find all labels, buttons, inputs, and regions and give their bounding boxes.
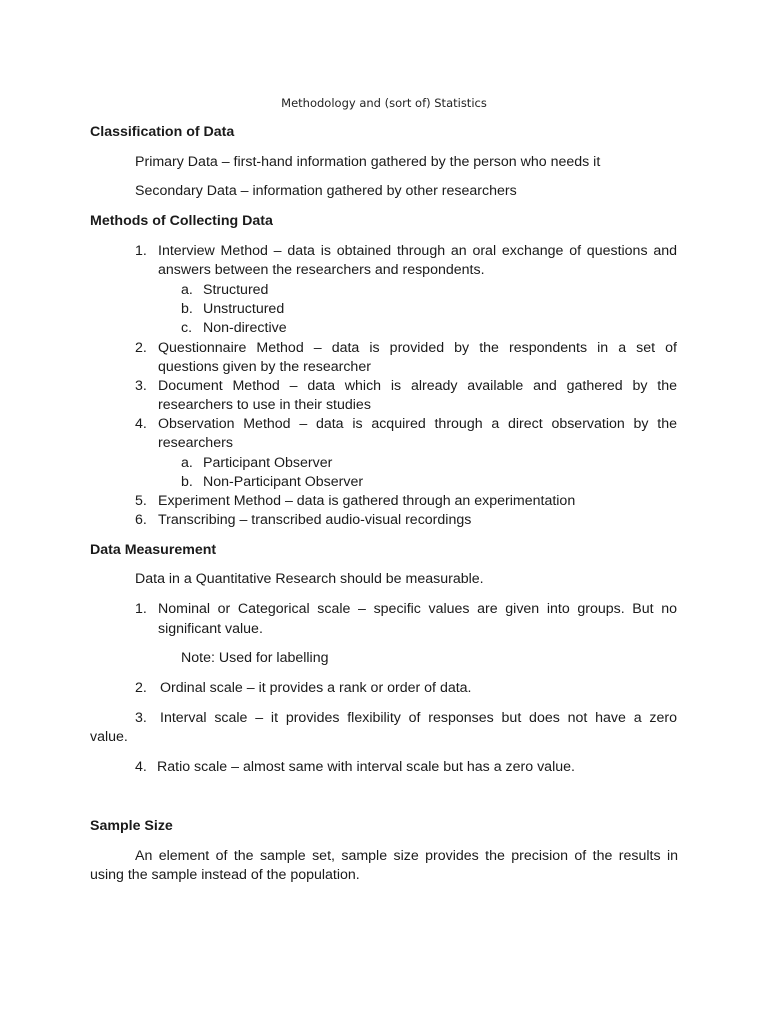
list-number: 4. <box>135 759 147 775</box>
heading-methods-of-collecting-data: Methods of Collecting Data <box>90 213 273 229</box>
list-number: 3. <box>135 710 147 726</box>
list-item-text: Observation Method – data is acquired through a direct observation by the <box>158 416 677 432</box>
list-number: 4. <box>135 416 147 432</box>
secondary-data-definition: Secondary Data – information gathered by other researchers <box>135 183 517 199</box>
sublist-letter: b. <box>181 474 193 490</box>
sublist-item: Participant Observer <box>203 455 333 471</box>
sublist-letter: a. <box>181 282 193 298</box>
list-item-text: Experiment Method – data is gathered through an experimentation <box>158 493 576 509</box>
sublist-letter: b. <box>181 301 193 317</box>
list-item-text-continued: researchers to use in their studies <box>158 397 371 413</box>
sublist-letter: c. <box>181 320 193 336</box>
list-number: 2. <box>135 680 147 696</box>
heading-data-measurement: Data Measurement <box>90 542 217 558</box>
list-item-text-continued: researchers <box>158 435 233 451</box>
list-item-text: Nominal or Categorical scale – specific values are given into groups. But no <box>158 601 677 617</box>
sublist-item: Unstructured <box>203 301 285 317</box>
document-title: Methodology and (sort of) Statistics <box>281 96 487 110</box>
list-number: 1. <box>135 243 147 259</box>
list-item-text: Interview Method – data is obtained through an oral exchange of questions and <box>158 243 677 259</box>
primary-data-definition: Primary Data – first-hand information gathered by the person who needs it <box>135 154 601 170</box>
measurement-intro: Data in a Quantitative Research should be measurable. <box>135 571 484 587</box>
sublist-item: Non-directive <box>203 320 287 336</box>
list-item-text: Document Method – data which is already available and gathered by the <box>158 378 677 394</box>
list-number: 6. <box>135 512 147 528</box>
list-number: 1. <box>135 601 147 617</box>
sample-size-paragraph-continued: using the sample instead of the population. <box>90 867 360 883</box>
list-item-text: Questionnaire Method – data is provided by the respondents in a set of <box>158 340 677 356</box>
list-item-text-continued: significant value. <box>158 621 263 637</box>
list-item-text-continued: value. <box>90 729 128 745</box>
list-number: 5. <box>135 493 147 509</box>
sample-size-paragraph: An element of the sample set, sample size provides the precision of the results in <box>135 848 678 864</box>
list-item-text: Interval scale – it provides flexibility of responses but does not have a zero <box>160 710 677 726</box>
heading-sample-size: Sample Size <box>90 818 173 834</box>
sublist-letter: a. <box>181 455 193 471</box>
list-item-text-continued: questions given by the researcher <box>158 359 371 375</box>
list-number: 2. <box>135 340 147 356</box>
heading-classification-of-data: Classification of Data <box>90 124 235 140</box>
sublist-item: Structured <box>203 282 269 298</box>
measurement-note: Note: Used for labelling <box>181 650 329 666</box>
list-item-text-continued: answers between the researchers and respondents. <box>158 262 485 278</box>
list-item-text: Transcribing – transcribed audio-visual recordings <box>158 512 472 528</box>
list-number: 3. <box>135 378 147 394</box>
list-item-text: Ordinal scale – it provides a rank or order of data. <box>160 680 472 696</box>
sublist-item: Non-Participant Observer <box>203 474 364 490</box>
list-item-text: Ratio scale – almost same with interval scale but has a zero value. <box>157 759 575 775</box>
